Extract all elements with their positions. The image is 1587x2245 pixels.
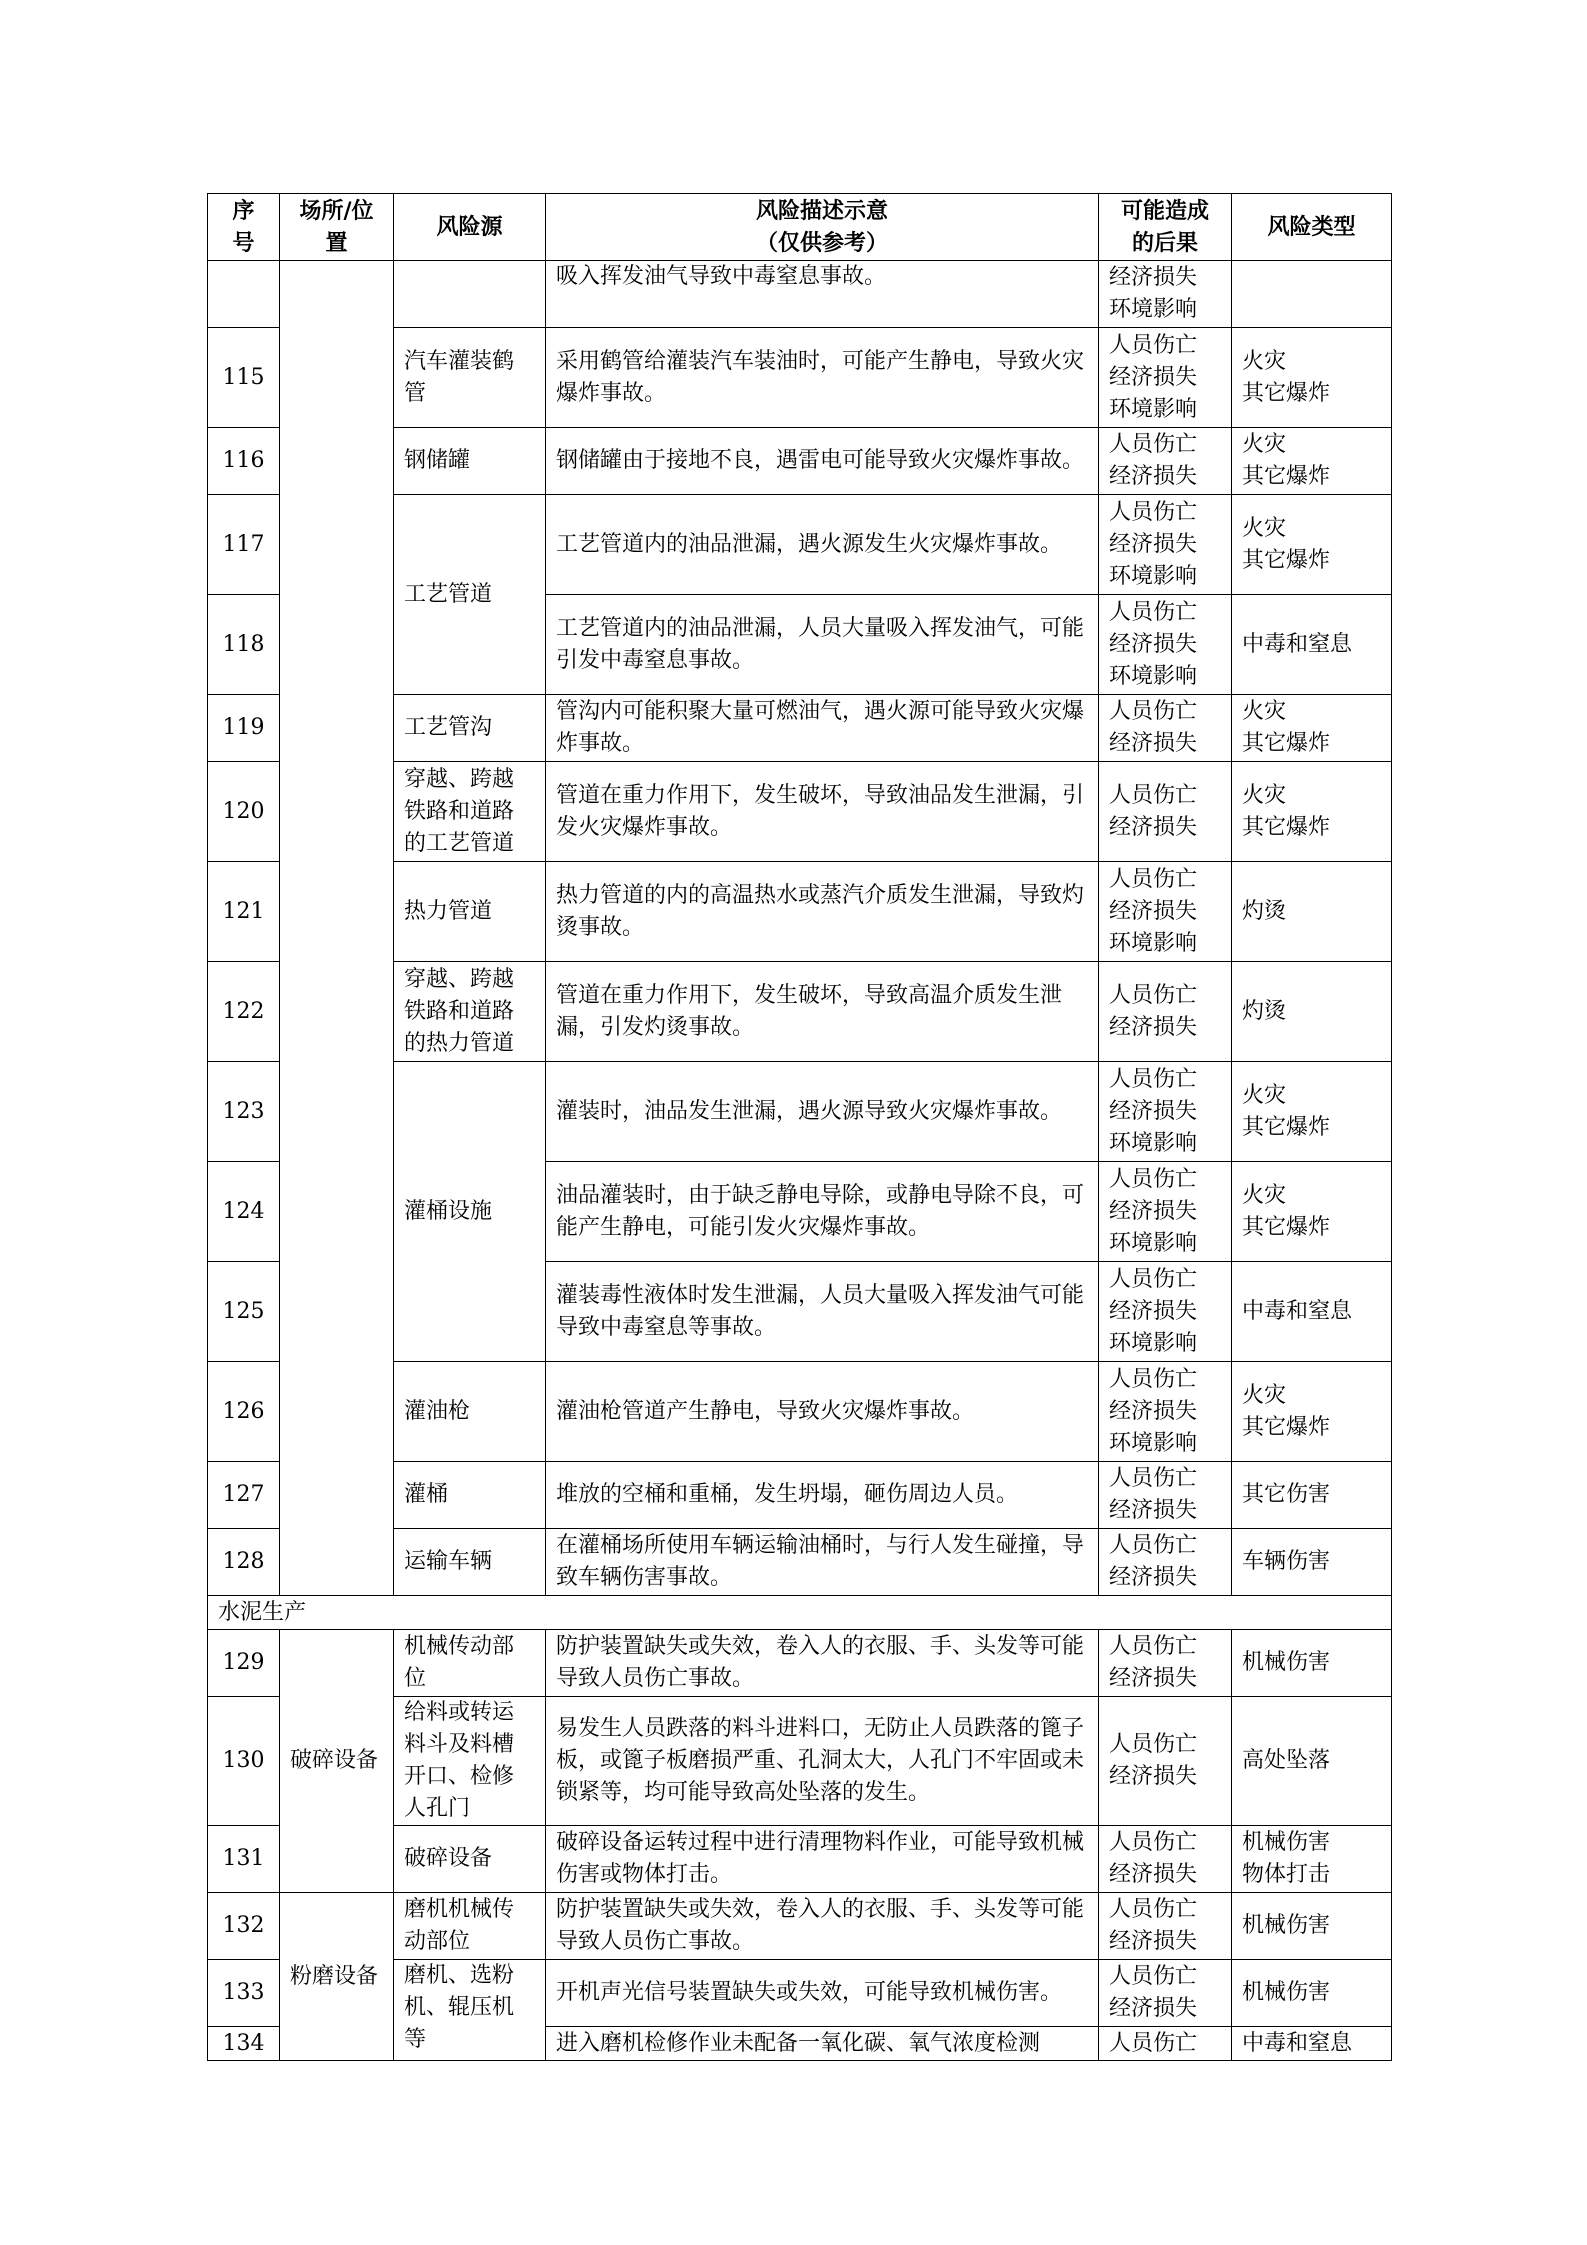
row-type: 火灾 其它爆炸 (1232, 495, 1392, 595)
row-type: 车辆伤害 (1232, 1529, 1392, 1596)
row-source: 运输车辆 (394, 1529, 546, 1596)
row-consequence: 人员伤亡 经济损失 (1099, 1529, 1232, 1596)
row-description: 灌装时，油品发生泄漏，遇火源导致火灾爆炸事故。 (546, 1062, 1099, 1162)
row-description: 管沟内可能积聚大量可燃油气，遇火源可能导致火灾爆炸事故。 (546, 695, 1099, 762)
row-consequence: 人员伤亡 经济损失 (1099, 1630, 1232, 1697)
row-description: 防护装置缺失或失效，卷入人的衣服、手、头发等可能导致人员伤亡事故。 (546, 1630, 1099, 1697)
row-consequence: 人员伤亡 经济损失 (1099, 1960, 1232, 2027)
row-consequence: 人员伤亡 经济损失 环境影响 (1099, 862, 1232, 962)
row-type: 火灾 其它爆炸 (1232, 695, 1392, 762)
header-location: 场所/位 置 (280, 194, 394, 261)
row-description: 吸入挥发油气导致中毒窒息事故。 (546, 261, 1099, 328)
row-no: 126 (208, 1362, 280, 1462)
row-location: 粉磨设备 (280, 1893, 394, 2061)
row-type: 灼烫 (1232, 962, 1392, 1062)
row-type: 其它伤害 (1232, 1462, 1392, 1529)
row-source: 灌桶设施 (394, 1062, 546, 1362)
row-source: 灌油枪 (394, 1362, 546, 1462)
row-type: 机械伤害 (1232, 1960, 1392, 2027)
row-no: 122 (208, 962, 280, 1062)
row-source: 汽车灌装鹤管 (394, 328, 546, 428)
row-no: 118 (208, 595, 280, 695)
row-no: 130 (208, 1697, 280, 1826)
row-source: 给料或转运料斗及料槽开口、检修人孔门 (394, 1697, 546, 1826)
row-no: 132 (208, 1893, 280, 1960)
row-description: 采用鹤管给灌装汽车装油时，可能产生静电，导致火灾爆炸事故。 (546, 328, 1099, 428)
row-type: 火灾 其它爆炸 (1232, 1162, 1392, 1262)
row-description: 热力管道的内的高温热水或蒸汽介质发生泄漏，导致灼烫事故。 (546, 862, 1099, 962)
row-consequence: 人员伤亡 经济损失 (1099, 762, 1232, 862)
row-description: 堆放的空桶和重桶，发生坍塌，砸伤周边人员。 (546, 1462, 1099, 1529)
row-description: 油品灌装时，由于缺乏静电导除，或静电导除不良，可能产生静电，可能引发火灾爆炸事故。 (546, 1162, 1099, 1262)
row-type (1232, 261, 1392, 328)
row-consequence: 人员伤亡 经济损失 环境影响 (1099, 328, 1232, 428)
row-type: 火灾 其它爆炸 (1232, 1362, 1392, 1462)
header-consequence: 可能造成 的后果 (1099, 194, 1232, 261)
row-source: 工艺管沟 (394, 695, 546, 762)
row-consequence: 人员伤亡 经济损失 环境影响 (1099, 495, 1232, 595)
row-no: 121 (208, 862, 280, 962)
row-type: 中毒和窒息 (1232, 2027, 1392, 2061)
row-description: 工艺管道内的油品泄漏，遇火源发生火灾爆炸事故。 (546, 495, 1099, 595)
header-description: 风险描述示意 （仅供参考） (546, 194, 1099, 261)
row-consequence: 人员伤亡 经济损失 环境影响 (1099, 1362, 1232, 1462)
row-description: 钢储罐由于接地不良，遇雷电可能导致火灾爆炸事故。 (546, 428, 1099, 495)
row-source: 机械传动部位 (394, 1630, 546, 1697)
row-source: 磨机、选粉机、辊压机等 (394, 1960, 546, 2061)
row-no: 123 (208, 1062, 280, 1162)
row-consequence: 人员伤亡 经济损失 (1099, 1462, 1232, 1529)
row-description: 灌油枪管道产生静电，导致火灾爆炸事故。 (546, 1362, 1099, 1462)
table-row (208, 1893, 1392, 1960)
row-description: 易发生人员跌落的料斗进料口，无防止人员跌落的篦子板，或篦子板磨损严重、孔洞太大，人孔门不牢固或未锁紧等，均可能导致高处坠落的发生。 (546, 1697, 1099, 1826)
row-source: 灌桶 (394, 1462, 546, 1529)
row-source (394, 261, 546, 328)
row-description: 破碎设备运转过程中进行清理物料作业，可能导致机械伤害或物体打击。 (546, 1826, 1099, 1893)
table-row (208, 1630, 1392, 1697)
row-type: 机械伤害 (1232, 1893, 1392, 1960)
row-consequence: 人员伤亡 经济损失 (1099, 1826, 1232, 1893)
row-no: 117 (208, 495, 280, 595)
row-consequence: 人员伤亡 经济损失 环境影响 (1099, 595, 1232, 695)
row-no (208, 261, 280, 328)
row-consequence: 人员伤亡 经济损失 (1099, 1893, 1232, 1960)
row-type: 中毒和窒息 (1232, 1262, 1392, 1362)
header-source: 风险源 (394, 194, 546, 261)
row-description: 开机声光信号装置缺失或失效，可能导致机械伤害。 (546, 1960, 1099, 2027)
header-type: 风险类型 (1232, 194, 1392, 261)
row-location: 破碎设备 (280, 1630, 394, 1893)
row-consequence: 经济损失 环境影响 (1099, 261, 1232, 328)
header-no: 序 号 (208, 194, 280, 261)
row-type: 火灾 其它爆炸 (1232, 762, 1392, 862)
row-no: 125 (208, 1262, 280, 1362)
row-no: 127 (208, 1462, 280, 1529)
row-source: 钢储罐 (394, 428, 546, 495)
row-consequence: 人员伤亡 经济损失 环境影响 (1099, 1162, 1232, 1262)
row-consequence: 人员伤亡 经济损失 环境影响 (1099, 1062, 1232, 1162)
row-source: 工艺管道 (394, 495, 546, 695)
row-source: 热力管道 (394, 862, 546, 962)
row-no: 116 (208, 428, 280, 495)
row-no: 133 (208, 1960, 280, 2027)
row-no: 134 (208, 2027, 280, 2061)
row-description: 防护装置缺失或失效，卷入人的衣服、手、头发等可能导致人员伤亡事故。 (546, 1893, 1099, 1960)
row-consequence: 人员伤亡 经济损失 (1099, 428, 1232, 495)
row-type: 高处坠落 (1232, 1697, 1392, 1826)
row-source: 穿越、跨越铁路和道路的热力管道 (394, 962, 546, 1062)
row-no: 120 (208, 762, 280, 862)
row-consequence: 人员伤亡 经济损失 (1099, 1697, 1232, 1826)
row-description: 管道在重力作用下，发生破坏，导致油品发生泄漏，引发火灾爆炸事故。 (546, 762, 1099, 862)
section-row (208, 1596, 1392, 1630)
row-no: 128 (208, 1529, 280, 1596)
row-no: 115 (208, 328, 280, 428)
row-no: 124 (208, 1162, 280, 1262)
row-consequence: 人员伤亡 经济损失 (1099, 695, 1232, 762)
row-source: 磨机机械传动部位 (394, 1893, 546, 1960)
row-type: 机械伤害 物体打击 (1232, 1826, 1392, 1893)
row-type: 中毒和窒息 (1232, 595, 1392, 695)
row-type: 火灾 其它爆炸 (1232, 428, 1392, 495)
row-description: 在灌桶场所使用车辆运输油桶时，与行人发生碰撞，导致车辆伤害事故。 (546, 1529, 1099, 1596)
row-description: 管道在重力作用下，发生破坏，导致高温介质发生泄漏，引发灼烫事故。 (546, 962, 1099, 1062)
section-title: 水泥生产 (208, 1596, 1392, 1630)
risk-table (207, 193, 1392, 2061)
row-type: 灼烫 (1232, 862, 1392, 962)
row-source: 破碎设备 (394, 1826, 546, 1893)
row-type: 机械伤害 (1232, 1630, 1392, 1697)
row-type: 火灾 其它爆炸 (1232, 1062, 1392, 1162)
row-no: 129 (208, 1630, 280, 1697)
row-consequence: 人员伤亡 经济损失 (1099, 962, 1232, 1062)
row-description: 进入磨机检修作业未配备一氧化碳、氧气浓度检测 (546, 2027, 1099, 2061)
table-row (208, 261, 1392, 328)
row-description: 工艺管道内的油品泄漏，人员大量吸入挥发油气，可能引发中毒窒息事故。 (546, 595, 1099, 695)
row-description: 灌装毒性液体时发生泄漏，人员大量吸入挥发油气可能导致中毒窒息等事故。 (546, 1262, 1099, 1362)
row-location (280, 261, 394, 1596)
row-type: 火灾 其它爆炸 (1232, 328, 1392, 428)
row-no: 119 (208, 695, 280, 762)
row-no: 131 (208, 1826, 280, 1893)
row-consequence: 人员伤亡 (1099, 2027, 1232, 2061)
header-row (208, 194, 1392, 261)
row-source: 穿越、跨越铁路和道路的工艺管道 (394, 762, 546, 862)
row-consequence: 人员伤亡 经济损失 环境影响 (1099, 1262, 1232, 1362)
